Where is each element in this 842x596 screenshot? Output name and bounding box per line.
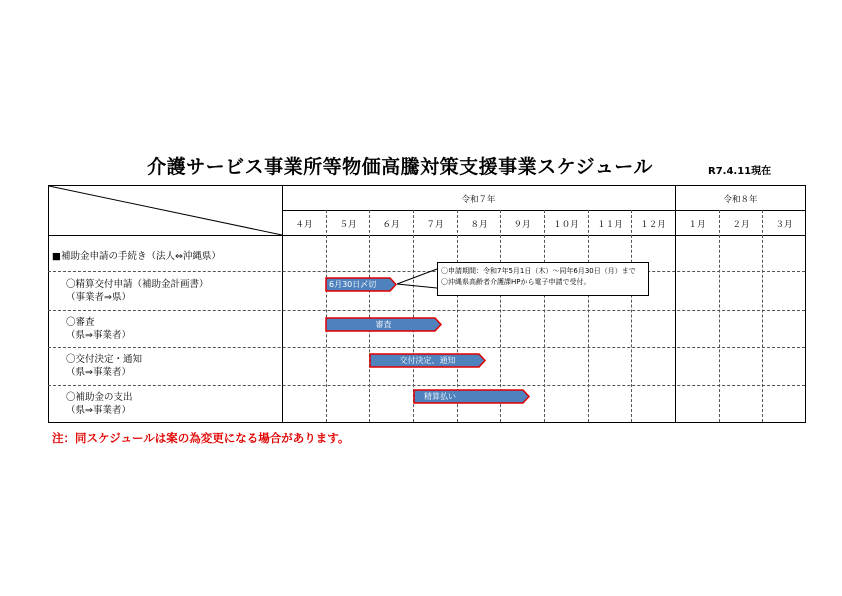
year-label-r7: 令和７年 [461,195,496,205]
month-label: １１月 [597,220,623,230]
month-label: １２月 [640,220,666,230]
row-label-line2: （事業者⇒県） [66,292,131,303]
month-divider [588,210,589,422]
month-divider [719,210,720,422]
month-divider [544,210,545,422]
table-border-bottom [48,422,806,423]
month-divider [326,210,327,422]
month-label: ９月 [513,220,531,230]
callout-line1: 〇申請期間：令和7年5月1日（木）～同年6月30日（月）まで [441,267,636,275]
month-divider [631,210,632,422]
row-label-line2: （県⇒事業者） [66,367,131,378]
month-label: ５月 [339,220,357,230]
callout-line2: 〇沖縄県高齢者介護課HPから電子申請で受付。 [441,278,591,286]
as-of-date: R7.4.11現在 [708,166,772,177]
gantt-bar-label: 審査 [375,320,392,329]
row-label [66,316,131,342]
gantt-bar-application [326,278,396,291]
row-label-line1: 〇交付決定・通知 [66,354,143,365]
month-label: ６月 [382,220,400,230]
month-divider [369,210,370,422]
month-label: １０月 [553,220,579,230]
application-period-callout [437,262,649,296]
row-label-line1: 〇精算交付申請（補助金計画書） [66,279,209,290]
schedule-table [48,185,806,423]
row-label-line1: 〇補助金の支出 [66,392,133,403]
month-label: ３月 [775,220,793,230]
month-label: ８月 [470,220,488,230]
gantt-bar-label: 6月30日〆切 [329,280,377,289]
gantt-bar-label: 精算払い [424,392,456,401]
year-label-r8: 令和８年 [723,195,758,205]
gantt-bar-review [326,318,441,331]
callout-connector [396,268,438,290]
row-divider [48,385,805,386]
month-label: ４月 [295,220,313,230]
footnote: 注：同スケジュールは案の為変更になる場合があります。 [52,431,350,445]
row-label-line2: （県⇒事業者） [66,330,131,341]
month-label: ７月 [426,220,444,230]
gantt-bar-payment [414,390,529,403]
row-label [66,353,142,379]
month-label: ２月 [732,220,750,230]
gantt-bar-decision [370,354,485,367]
row-label-line1: 〇審査 [66,317,95,328]
header-diagonal [48,185,283,236]
month-divider [762,210,763,422]
row-label [66,391,133,417]
row-divider [48,347,805,348]
section-header: ■補助金申請の手続き（法人⇔沖縄県） [52,251,221,262]
month-label: １月 [688,220,706,230]
page-title: 介護サービス事業所等物価高騰対策支援事業スケジュール [147,156,653,178]
row-label-line2: （県⇒事業者） [66,405,131,416]
gantt-bar-label: 交付決定、通知 [399,356,456,365]
row-label [66,278,209,304]
row-divider [48,310,805,311]
